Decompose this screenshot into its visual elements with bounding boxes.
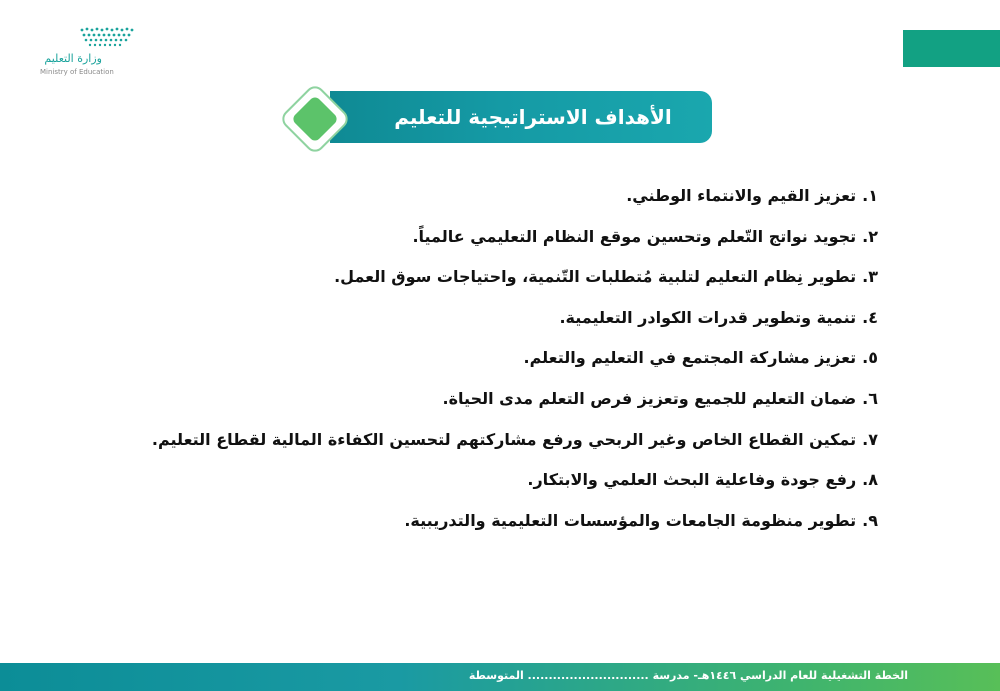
list-item (180, 217, 878, 258)
goal-number: ٦. (862, 388, 878, 408)
goal-text: رفع جودة وفاعلية البحث العلمي والابتكار. (527, 470, 857, 490)
goal-text: تمكين القطاع الخاص وغير الربحي ورفع مشاركتهم لتحسين الكفاءة المالية لقطاع التعليم. (151, 429, 857, 449)
list-item (180, 176, 878, 217)
list-item (180, 338, 878, 379)
footer-text: الخطة التشغيلية للعام الدراسي ١٤٤٦هـ- مدرسة ............................. المتوسطة (468, 669, 908, 682)
list-item (180, 379, 878, 420)
footer-bar (0, 663, 1000, 691)
goal-number: ٨. (862, 470, 878, 490)
goal-text: تطوير منظومة الجامعات والمؤسسات التعليمية والتدريبية. (404, 510, 857, 530)
list-item (180, 501, 878, 542)
list-item (180, 257, 878, 298)
list-item (180, 298, 878, 339)
goal-text: تجويد نواتج التّعلم وتحسين موقع النظام التعليمي عالمياً. (412, 226, 857, 246)
goal-number: ٣. (862, 267, 878, 287)
corner-accent-block (903, 30, 1000, 67)
goal-text: تنمية وتطوير قدرات الكوادر التعليمية. (559, 307, 857, 327)
ministry-logo (38, 24, 138, 80)
goal-number: ٥. (862, 348, 878, 368)
goal-number: ٧. (862, 429, 878, 449)
goal-text: تعزيز القيم والانتماء الوطني. (626, 186, 857, 205)
goal-number: ٤. (862, 307, 878, 327)
diamond-badge-icon (280, 84, 350, 154)
goal-number: ٩. (862, 510, 878, 530)
goal-text: ضمان التعليم للجميع وتعزيز فرص التعلم مدى الحياة. (442, 388, 857, 408)
page-title: الأهداف الاستراتيجية للتعليم (394, 105, 672, 129)
goal-number: ٢. (862, 226, 878, 246)
title-banner (330, 91, 712, 143)
goals-list (151, 176, 878, 541)
list-item (151, 420, 878, 461)
goal-text: تعزيز مشاركة المجتمع في التعليم والتعلم. (523, 348, 857, 368)
list-item (180, 460, 878, 501)
logo-dots-icon (78, 26, 138, 50)
goal-number: ١. (862, 186, 878, 205)
logo-name-en: Ministry of Education (40, 68, 114, 76)
logo-name-ar: وزارة التعليم (44, 52, 102, 65)
goal-text: تطوير نِظام التعليم لتلبية مُتطلبات التّنمية، واحتياجات سوق العمل. (334, 267, 857, 287)
